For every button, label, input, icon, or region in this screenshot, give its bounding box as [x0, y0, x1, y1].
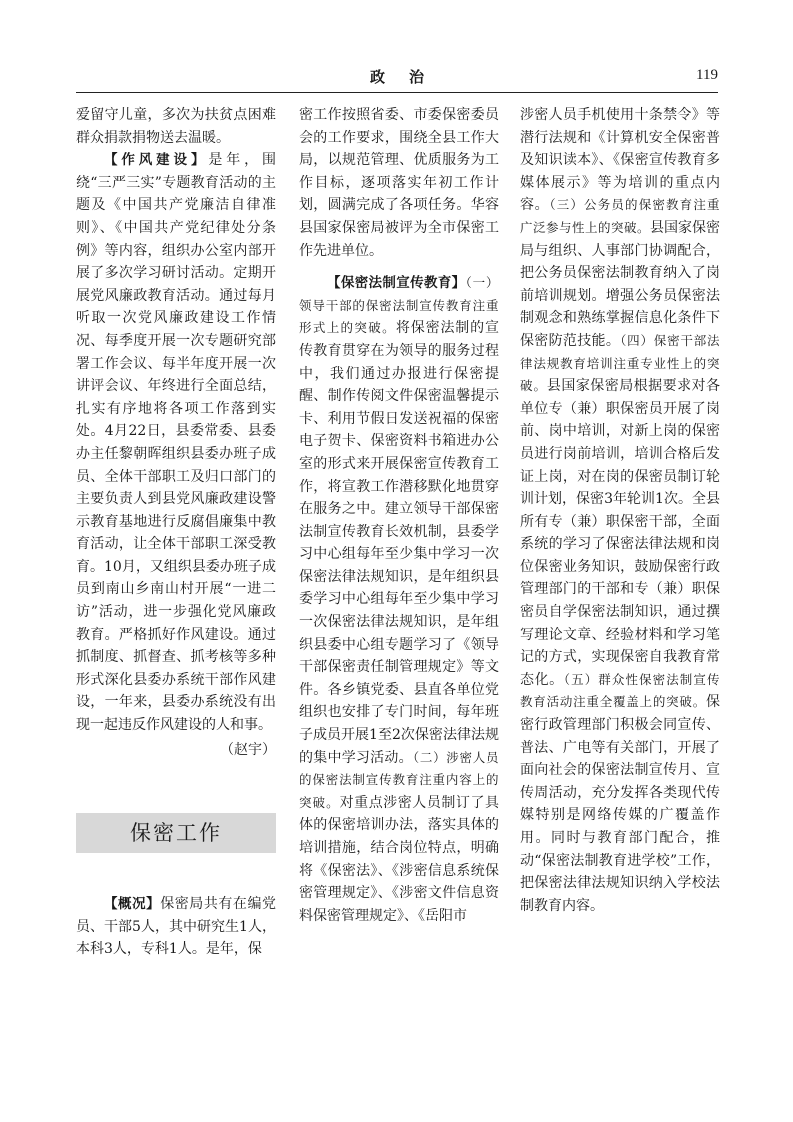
keyword-overview: 【概况】	[104, 896, 161, 913]
paragraph-work-style	[76, 149, 276, 736]
column-2	[299, 104, 499, 927]
paragraph-continued: 爱留守儿童，多次为扶贫点困难群众捐款捐物送去温暖。	[76, 107, 276, 146]
subheading-2: （二）涉密人员的保密法制宣传教育注重内容上的突破。	[299, 749, 499, 810]
keyword-work-style: 【作风建设】	[104, 152, 209, 169]
text-col3-1: 涉密人员手机使用十条禁令》等潜行法规和《计算机安全保密普及知识读本》、《保密宣传教育多媒体展示》等为培训的重点内容。	[520, 107, 720, 214]
section-heading: 保密工作	[76, 813, 276, 853]
text-overview: 保密局共有在编党员、干部5人，其中研究生1人，本科3人，专科1人。是年，保	[76, 896, 277, 958]
subheading-4: （四）保密干部法律法规教育培训注重专业性上的突破。	[520, 332, 720, 394]
running-header	[76, 66, 718, 94]
subheading-5: （五）群众性保密法制宣传教育活动注重全覆盖上的突破。	[520, 671, 720, 710]
subheading-3: （三）公务员的保密教育注重广泛参与性上的突破。	[520, 197, 720, 235]
text-legal-education-2: 对重点涉密人员制订了具体的保密培训办法，落实具体的培训措施，结合岗位特点，明确将《保密法》、《涉密信息系统保密管理规定》、《涉密文件信息资料保密管理规定》、《岳阳市	[299, 794, 499, 924]
paragraph-legal-education-continued	[520, 104, 720, 917]
paragraph-overview	[76, 893, 276, 961]
running-header-title: 政治	[369, 68, 448, 86]
column-1	[76, 104, 276, 961]
column-3	[520, 104, 720, 917]
text-col3-4: 保密行政管理部门积极会同宣传、普法、广电等有关部门，开展了面向社会的保密法制宣传月、宣传周活动，充分发挥各类现代传媒特别是网络传媒的广覆盖作用。同时与教育部门配合，推动“保密法制教育进学校”工作，把保密法律法规知识纳入学校法制教育内容。	[520, 694, 720, 914]
paragraph-overview-continued: 密工作按照省委、市委保密委员会的工作要求，围绕全县工作大局，以规范管理、优质服务为工作目标，逐项落实年初工作计划，圆满完成了各项任务。华容县国家保密局被评为全市保密工作先进单位。	[299, 107, 499, 259]
subheading-1: （一）领导干部的保密法制宣传教育注重形式上的突破。	[299, 275, 499, 336]
author-credit: （赵宇）	[220, 741, 276, 758]
text-work-style: 是年，围绕“三严三实”专题教育活动的主题及《中国共产党廉洁自律准则》、《中国共产党纪律处分条例》等内容，组织办公室内部开展了多次学习研讨活动。定期开展党风廉政教育活动。通过每月听取一次党风廉政建设工作情况、每季度开展一次专题研究部署工作会议、每半年度开展一次讲评会议、年终进行全面总结，扎实有序地将各项工作落到实处。4月22日，县委常委、县委办主任黎朝晖组织县委办班子成员、全体干部职工及归口部门的主要负责人到县党风廉政建设警示教育基地进行反腐倡廉集中教育活动，让全体干部职工深受教育。10月，又组织县委办班子成员到南山乡南山村开展“一进二访”活动，进一步强化党风廉政教育。严格抓好作风建设。通过抓制度、抓督查、抓考核等多种形式深化县委办系统干部作风建设，一年来，县委办系统没有出现一起违反作风建设的人和事。	[76, 152, 277, 734]
header-rule	[76, 92, 718, 93]
text-col3-2: 县国家保密局与组织、人事部门协调配合，把公务员保密法制教育纳入了岗前培训规划。增强公务员保密法制观念和熟练掌握信息化条件下保密防范技能。	[520, 219, 721, 349]
text-col3-3: 县国家保密局根据要求对各单位专（兼）职保密员开展了岗前、岗中培训，对新上岗的保密员进行岗前培训，培训合格后发证上岗，对在岗的保密员制订轮训计划，保密3年轮训1次。全县所有专（兼）职保密干部，全面系统的学习了保密法律法规和岗位保密业务知识，鼓励保密行政管理部门的干部和专（兼）职保密员自学保密法制知识，通过撰写理论文章、经验材料和学习笔记的方式，实现保密自我教育常态化。	[520, 378, 720, 688]
page-number: 119	[696, 67, 718, 83]
text-legal-education-1: 将保密法制的宣传教育贯穿在为领导的服务过程中，我们通过办报进行保密提醒、制作传阅文件保密温馨提示卡、利用节假日发送祝福的保密电子贺卡、保密资料书箱进办公室的形式来开展保密宣传教育工作，将宣教工作潜移默化地贯穿在服务之中。建立领导干部保密法制宣传教育长效机制，县委学习中心组每年至少集中学习一次保密法律法规知识，是年组织县委学习中心组每年至少集中学习一次保密法律法规知识，是年组织县委中心组专题学习了《领导干部保密责任制管理规定》等文件。各乡镇党委、县直各单位党组织也安排了专门时间，每年班子成员开展1至2次保密法律法规的集中学习活动。	[299, 320, 499, 766]
paragraph-legal-education	[299, 272, 499, 927]
keyword-legal-education: 【保密法制宣传教育】	[327, 275, 466, 292]
